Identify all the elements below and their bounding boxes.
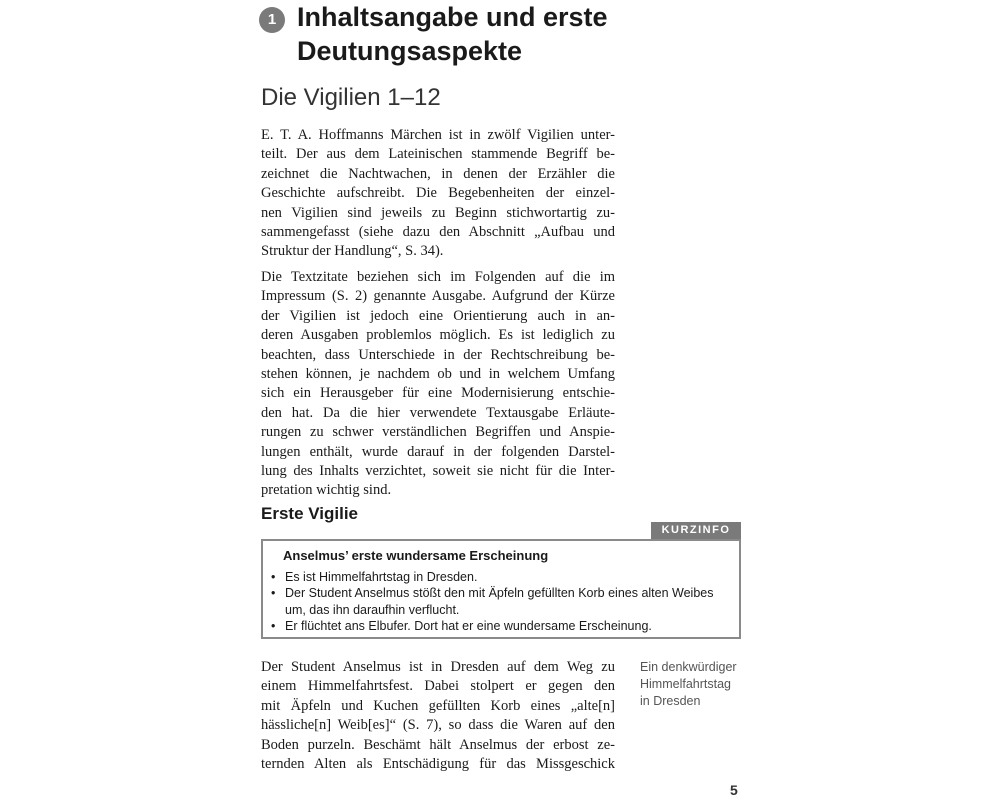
- kurzinfo-item-text: Der Student Anselmus stößt den mit Äpfeln gefüllten Korb eines alten Weibes um, das ihn daraufhin verflucht.: [285, 586, 714, 617]
- paragraph-line: den hat. Da die hier verwendete Textausgabe Erläute-: [261, 404, 615, 421]
- section-title: Die Vigilien 1–12: [261, 84, 441, 111]
- paragraph-first-vigil: [261, 658, 615, 774]
- paragraph-line: Boden purzeln. Beschämt hält Anselmus der erbost ze-: [261, 736, 615, 753]
- paragraph-line: teilt. Der aus dem Lateinischen stammende Begriff be-: [261, 146, 615, 163]
- paragraph-line: Struktur der Handlung“, S. 34).: [261, 243, 444, 260]
- paragraph-line: lungen enthält, wurde darauf in der folgenden Darstel-: [261, 443, 615, 460]
- chapter-title-line1: Inhaltsangabe und erste: [297, 2, 608, 32]
- kurzinfo-item-text: Es ist Himmelfahrtstag in Dresden.: [285, 570, 478, 584]
- paragraph-line: Impressum (S. 2) genannte Ausgabe. Aufgrund der Kürze: [261, 288, 615, 305]
- kurzinfo-item-text: Er flüchtet ans Elbufer. Dort hat er eine wundersame Erscheinung.: [285, 619, 652, 634]
- margin-note: [640, 659, 760, 710]
- paragraph-line: deren Ausgaben problemlos möglich. Es ist lediglich zu: [261, 327, 615, 344]
- margin-note-line: Himmelfahrtstag: [640, 677, 731, 691]
- subsection-title: Erste Vigilie: [261, 504, 359, 523]
- bullet-icon: •: [271, 586, 276, 601]
- paragraph-line: lung des Inhalts verzichtet, soweit sie nicht für die Inter-: [261, 463, 615, 480]
- paragraph-line: zeichnet die Nachtwachen, in denen der Erzähler die: [261, 165, 615, 182]
- paragraph-line: einem Himmelfahrtsfest. Dabei stolpert er gegen den: [261, 678, 615, 695]
- kurzinfo-tag: KURZINFO: [651, 522, 741, 539]
- chapter-number-badge: 1: [259, 7, 285, 33]
- kurzinfo-box: [261, 539, 741, 639]
- paragraph-line: rungen zu schwer verständlichen Begriffen und Anspie-: [261, 424, 615, 441]
- chapter-title: [297, 0, 677, 68]
- bullet-icon: •: [271, 570, 276, 584]
- kurzinfo-item: [271, 585, 735, 618]
- paragraph-line: hässliche[n] Weib[es]“ (S. 7), so dass die Waren auf den: [261, 717, 615, 734]
- paragraph-line: Der Student Anselmus ist in Dresden auf dem Weg zu: [261, 659, 615, 675]
- paragraph-line: sich ein Herausgeber für eine Modernisierung entschie-: [261, 385, 615, 402]
- paragraph-line: stehen können, je nachdem ob und in welchem Umfang: [261, 366, 615, 383]
- margin-note-line: Ein denkwürdiger: [640, 660, 737, 674]
- paragraph-line: ternden Alten als Entschädigung für das Missgeschick: [261, 756, 615, 773]
- margin-note-line: in Dresden: [640, 694, 701, 708]
- paragraph-line: pretation wichtig sind.: [261, 482, 392, 499]
- kurzinfo-item: [271, 618, 735, 634]
- paragraph-line: beachten, dass Unterschiede in der Rechtschreibung be-: [261, 346, 615, 363]
- paragraph-line: der Vigilien ist jedoch eine Orientierung auch in an-: [261, 307, 615, 324]
- paragraph-line: Geschichte aufschreibt. Die Begebenheiten der einzel-: [261, 185, 615, 202]
- paragraph-line: Die Textzitate beziehen sich im Folgenden auf die im: [261, 269, 615, 285]
- paragraph-citations: [261, 268, 615, 501]
- kurzinfo-title: Anselmus’ erste wundersame Erscheinung: [283, 548, 549, 563]
- paragraph-line: E. T. A. Hoffmanns Märchen ist in zwölf Vigilien unter-: [261, 127, 615, 143]
- bullet-icon: •: [271, 619, 276, 634]
- kurzinfo-list: [271, 569, 735, 635]
- paragraph-intro: [261, 126, 615, 262]
- paragraph-line: nen Vigilien sind jeweils zu Beginn stichwortartig zu-: [261, 204, 615, 221]
- page-number: 5: [730, 782, 738, 798]
- kurzinfo-item: [271, 569, 735, 585]
- chapter-title-line2: Deutungsaspekte: [297, 36, 523, 66]
- paragraph-line: sammengefasst (siehe dazu den Abschnitt „Aufbau und: [261, 224, 615, 241]
- paragraph-line: mit Äpfeln und Kuchen gefüllten Korb eines „alte[n]: [261, 697, 615, 714]
